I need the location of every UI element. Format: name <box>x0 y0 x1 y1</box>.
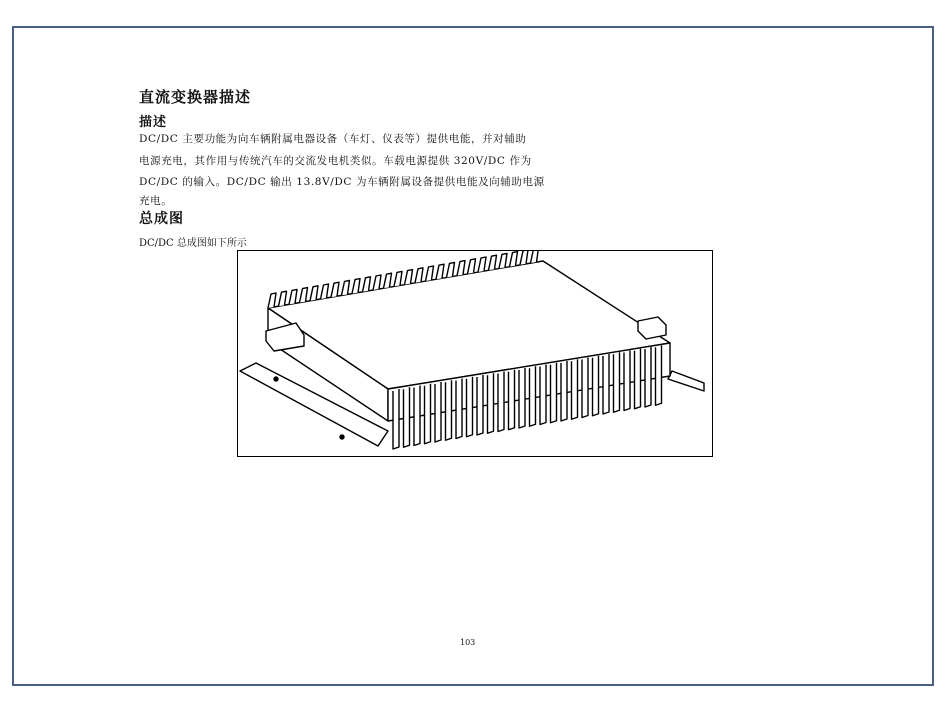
connector-right <box>638 317 666 339</box>
heatsink-fin <box>477 375 483 435</box>
heatsink-fin <box>457 261 465 276</box>
heatsink-fin <box>468 259 476 274</box>
heatsink-fin <box>300 288 308 303</box>
heatsink-fin <box>519 368 525 428</box>
paragraph-line: DC/DC 的输入。DC/DC 输出 13.8V/DC 为车辆附属设备提供电能及向辅助电源 <box>139 176 545 188</box>
heatsink-fin <box>530 366 536 426</box>
heatsink-fin <box>373 275 381 290</box>
heatsink-fin <box>446 380 452 440</box>
heatsink-fin <box>624 351 630 411</box>
heatsink-fin <box>488 373 494 433</box>
heatsink-fin <box>499 253 507 268</box>
heatsink-fin <box>509 370 515 430</box>
heatsink-fin <box>405 270 413 285</box>
figure-caption: DC/DC 总成图如下所示 <box>139 238 247 249</box>
paragraph-line: DC/DC 主要功能为向车辆附属电器设备（车灯、仪表等）提供电能，并对辅助 <box>139 133 527 145</box>
dcdc-assembly-figure <box>237 250 713 457</box>
paragraph-line: 充电。 <box>139 195 173 207</box>
heatsink-fin <box>572 359 578 419</box>
heatsink-fin <box>510 252 518 267</box>
heatsink-fin <box>268 293 276 308</box>
heatsink-fin <box>593 356 599 416</box>
heatsink-fin <box>603 354 609 414</box>
heatsink-fin <box>414 386 420 446</box>
heatsink-fin <box>404 387 410 447</box>
heatsink-fin <box>614 352 620 412</box>
paragraph-line: 电源充电，其作用与传统汽车的交流发电机类似。车载电源提供 320V/DC 作为 <box>139 155 532 167</box>
document-title: 直流变换器描述 <box>139 88 252 106</box>
heatsink-fin <box>456 379 462 439</box>
heatsink-fin <box>342 280 350 295</box>
heatsink-fin <box>384 273 392 288</box>
heatsink-fin <box>551 363 557 423</box>
heatsink-fin <box>310 286 318 301</box>
heatsink-fin <box>435 382 441 442</box>
heatsink-fin <box>656 345 662 405</box>
heatsink-fin <box>331 282 339 297</box>
heatsink-fin <box>426 266 434 281</box>
heatsink-fin <box>321 284 329 299</box>
section-heading-description: 描述 <box>139 115 168 130</box>
heatsink-fin <box>363 277 371 292</box>
heatsink-fin <box>394 271 402 286</box>
dcdc-converter-drawing <box>238 251 711 455</box>
heatsink-fin <box>531 251 539 263</box>
heatsink-fin <box>520 251 528 265</box>
heatsink-fin <box>415 268 423 283</box>
heatsink-fin <box>498 372 504 432</box>
heatsink-fin <box>289 289 297 304</box>
heatsink-fin <box>489 255 497 270</box>
heatsink-fin <box>582 358 588 418</box>
heatsink-fin <box>635 349 641 409</box>
heatsink-fin <box>425 384 431 444</box>
section-heading-assembly: 总成图 <box>139 211 184 227</box>
heatsink-fin <box>279 291 287 306</box>
heatsink-fin <box>447 262 455 277</box>
heatsink-fin <box>436 264 444 279</box>
page-number: 103 <box>460 638 476 647</box>
heatsink-fin <box>478 257 486 272</box>
mounting-bracket-right <box>668 371 704 391</box>
heatsink-fin <box>393 389 399 449</box>
heatsink-fin <box>561 361 567 421</box>
heatsink-fin <box>540 365 546 425</box>
heatsink-fin <box>467 377 473 437</box>
heatsink-fin <box>645 347 651 407</box>
heatsink-fin <box>352 279 360 294</box>
